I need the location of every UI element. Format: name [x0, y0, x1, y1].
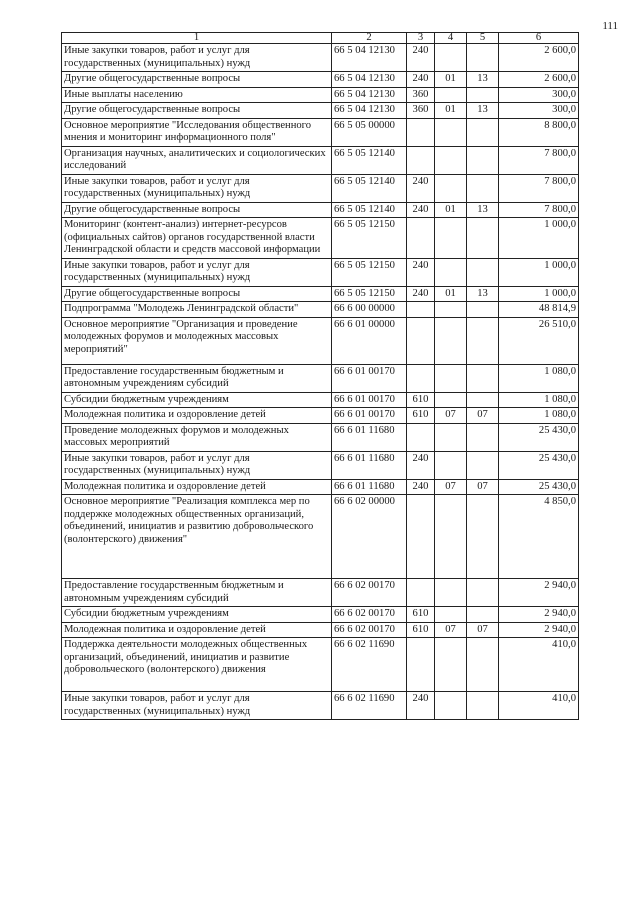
row-name: Другие общегосударственные вопросы	[62, 72, 332, 88]
row-expense-type	[407, 118, 435, 146]
page-number: 111	[602, 20, 618, 32]
row-expense-type: 610	[407, 408, 435, 424]
row-code: 66 6 02 00170	[332, 622, 407, 638]
row-expense-type: 240	[407, 202, 435, 218]
table-row	[62, 451, 579, 479]
row-code: 66 5 05 12150	[332, 258, 407, 286]
header-col-3: 3	[407, 33, 435, 44]
table-row	[62, 72, 579, 88]
row-amount: 26 510,0	[499, 317, 579, 364]
row-subsection	[467, 317, 499, 364]
table-row	[62, 146, 579, 174]
row-subsection	[467, 692, 499, 720]
row-code: 66 5 04 12130	[332, 87, 407, 103]
row-name: Подпрограмма "Молодежь Ленинградской области"	[62, 302, 332, 318]
row-name: Молодежная политика и оздоровление детей	[62, 622, 332, 638]
table-row	[62, 579, 579, 607]
row-amount: 2 940,0	[499, 622, 579, 638]
row-code: 66 5 05 12140	[332, 174, 407, 202]
row-expense-type: 240	[407, 174, 435, 202]
row-amount: 1 080,0	[499, 364, 579, 392]
budget-table	[61, 32, 579, 720]
row-amount: 48 814,9	[499, 302, 579, 318]
row-subsection: 13	[467, 202, 499, 218]
row-section: 07	[435, 479, 467, 495]
row-section	[435, 692, 467, 720]
row-subsection	[467, 579, 499, 607]
row-section: 07	[435, 408, 467, 424]
row-section	[435, 607, 467, 623]
table-row	[62, 44, 579, 72]
row-subsection: 07	[467, 479, 499, 495]
row-amount: 410,0	[499, 692, 579, 720]
row-subsection: 13	[467, 286, 499, 302]
row-name: Иные закупки товаров, работ и услуг для государственных (муниципальных) нужд	[62, 174, 332, 202]
row-subsection: 07	[467, 622, 499, 638]
row-code: 66 5 04 12130	[332, 44, 407, 72]
row-subsection	[467, 364, 499, 392]
row-section	[435, 451, 467, 479]
header-col-4: 4	[435, 33, 467, 44]
row-subsection	[467, 174, 499, 202]
row-expense-type: 240	[407, 692, 435, 720]
table-row	[62, 638, 579, 692]
table-row	[62, 364, 579, 392]
row-name: Молодежная политика и оздоровление детей	[62, 479, 332, 495]
row-code: 66 5 05 12150	[332, 218, 407, 259]
table-row	[62, 423, 579, 451]
row-code: 66 6 02 00170	[332, 579, 407, 607]
table-row	[62, 317, 579, 364]
table-row	[62, 202, 579, 218]
row-name: Поддержка деятельности молодежных общественных организаций, объединений, инициатив и развитие добровольческого (волонтерского) движения	[62, 638, 332, 692]
row-amount: 300,0	[499, 87, 579, 103]
row-amount: 2 600,0	[499, 44, 579, 72]
row-section	[435, 87, 467, 103]
row-subsection	[467, 87, 499, 103]
table-row	[62, 258, 579, 286]
row-section	[435, 423, 467, 451]
row-expense-type	[407, 218, 435, 259]
row-code: 66 6 02 11690	[332, 692, 407, 720]
row-expense-type: 610	[407, 607, 435, 623]
row-amount: 1 080,0	[499, 408, 579, 424]
table-row	[62, 286, 579, 302]
row-amount: 2 940,0	[499, 607, 579, 623]
row-code: 66 5 05 12150	[332, 286, 407, 302]
row-name: Предоставление государственным бюджетным и автономным учреждениям субсидий	[62, 579, 332, 607]
row-name: Другие общегосударственные вопросы	[62, 286, 332, 302]
row-amount: 7 800,0	[499, 202, 579, 218]
row-subsection: 07	[467, 408, 499, 424]
row-name: Предоставление государственным бюджетным и автономным учреждениям субсидий	[62, 364, 332, 392]
row-name: Иные закупки товаров, работ и услуг для государственных (муниципальных) нужд	[62, 44, 332, 72]
row-subsection	[467, 218, 499, 259]
row-code: 66 6 01 11680	[332, 451, 407, 479]
row-expense-type	[407, 495, 435, 579]
table-row	[62, 479, 579, 495]
row-section	[435, 392, 467, 408]
row-section	[435, 638, 467, 692]
row-section	[435, 218, 467, 259]
row-amount: 7 800,0	[499, 174, 579, 202]
row-code: 66 6 01 00170	[332, 392, 407, 408]
row-code: 66 6 02 00000	[332, 495, 407, 579]
header-col-1: 1	[62, 33, 332, 44]
row-subsection	[467, 258, 499, 286]
row-amount: 1 080,0	[499, 392, 579, 408]
row-section: 01	[435, 103, 467, 119]
row-subsection: 13	[467, 103, 499, 119]
header-col-6: 6	[499, 33, 579, 44]
row-section	[435, 44, 467, 72]
row-amount: 25 430,0	[499, 479, 579, 495]
row-code: 66 5 05 12140	[332, 202, 407, 218]
row-expense-type: 240	[407, 479, 435, 495]
row-name: Субсидии бюджетным учреждениям	[62, 607, 332, 623]
row-expense-type	[407, 364, 435, 392]
table-row	[62, 495, 579, 579]
row-amount: 25 430,0	[499, 423, 579, 451]
header-col-2: 2	[332, 33, 407, 44]
row-amount: 25 430,0	[499, 451, 579, 479]
row-name: Мониторинг (контент-анализ) интернет-ресурсов (официальных сайтов) органов государственной власти Ленинградской области и средств массовой информации	[62, 218, 332, 259]
row-amount: 300,0	[499, 103, 579, 119]
row-name: Иные закупки товаров, работ и услуг для государственных (муниципальных) нужд	[62, 451, 332, 479]
row-code: 66 6 01 11680	[332, 423, 407, 451]
row-name: Субсидии бюджетным учреждениям	[62, 392, 332, 408]
row-code: 66 5 05 12140	[332, 146, 407, 174]
table-row	[62, 302, 579, 318]
table-row	[62, 218, 579, 259]
row-subsection	[467, 118, 499, 146]
row-amount: 7 800,0	[499, 146, 579, 174]
row-subsection	[467, 392, 499, 408]
row-expense-type	[407, 579, 435, 607]
table-row	[62, 103, 579, 119]
row-name: Молодежная политика и оздоровление детей	[62, 408, 332, 424]
row-name: Организация научных, аналитических и социологических исследований	[62, 146, 332, 174]
row-name: Основное мероприятие "Исследования общественного мнения и мониторинг информационного поля"	[62, 118, 332, 146]
row-expense-type: 240	[407, 72, 435, 88]
table-row	[62, 622, 579, 638]
row-expense-type: 240	[407, 258, 435, 286]
row-name: Иные закупки товаров, работ и услуг для государственных (муниципальных) нужд	[62, 692, 332, 720]
row-code: 66 5 04 12130	[332, 103, 407, 119]
row-expense-type	[407, 302, 435, 318]
table-row	[62, 692, 579, 720]
row-expense-type: 240	[407, 451, 435, 479]
row-name: Другие общегосударственные вопросы	[62, 202, 332, 218]
row-code: 66 5 05 00000	[332, 118, 407, 146]
row-subsection	[467, 495, 499, 579]
row-expense-type	[407, 146, 435, 174]
row-section: 01	[435, 286, 467, 302]
row-amount: 1 000,0	[499, 286, 579, 302]
row-section	[435, 495, 467, 579]
row-section	[435, 364, 467, 392]
row-code: 66 6 01 00170	[332, 364, 407, 392]
row-name: Основное мероприятие "Реализация комплекса мер по поддержке молодежных общественных организаций, объединений, инициатив и развитию добровольческого (волонтерского) движения"	[62, 495, 332, 579]
row-section	[435, 146, 467, 174]
row-code: 66 6 01 11680	[332, 479, 407, 495]
row-expense-type: 240	[407, 286, 435, 302]
row-amount: 2 600,0	[499, 72, 579, 88]
row-subsection	[467, 638, 499, 692]
row-name: Проведение молодежных форумов и молодежных массовых мероприятий	[62, 423, 332, 451]
row-amount: 1 000,0	[499, 258, 579, 286]
header-col-5: 5	[467, 33, 499, 44]
row-expense-type: 610	[407, 622, 435, 638]
row-subsection	[467, 302, 499, 318]
row-section: 01	[435, 72, 467, 88]
row-section: 07	[435, 622, 467, 638]
table-row	[62, 408, 579, 424]
row-expense-type: 360	[407, 103, 435, 119]
row-code: 66 6 01 00170	[332, 408, 407, 424]
table-row	[62, 174, 579, 202]
row-code: 66 6 00 00000	[332, 302, 407, 318]
row-section	[435, 118, 467, 146]
row-section	[435, 302, 467, 318]
row-expense-type: 360	[407, 87, 435, 103]
row-expense-type: 240	[407, 44, 435, 72]
table-row	[62, 87, 579, 103]
row-amount: 8 800,0	[499, 118, 579, 146]
table-row	[62, 607, 579, 623]
row-code: 66 6 01 00000	[332, 317, 407, 364]
row-name: Иные закупки товаров, работ и услуг для государственных (муниципальных) нужд	[62, 258, 332, 286]
header-row	[62, 33, 579, 44]
row-amount: 2 940,0	[499, 579, 579, 607]
row-amount: 410,0	[499, 638, 579, 692]
row-subsection: 13	[467, 72, 499, 88]
row-subsection	[467, 146, 499, 174]
row-section: 01	[435, 202, 467, 218]
table-row	[62, 392, 579, 408]
row-name: Иные выплаты населению	[62, 87, 332, 103]
row-section	[435, 317, 467, 364]
row-code: 66 6 02 00170	[332, 607, 407, 623]
row-code: 66 5 04 12130	[332, 72, 407, 88]
row-subsection	[467, 44, 499, 72]
row-subsection	[467, 451, 499, 479]
row-amount: 4 850,0	[499, 495, 579, 579]
row-expense-type	[407, 638, 435, 692]
row-expense-type: 610	[407, 392, 435, 408]
row-section	[435, 258, 467, 286]
row-amount: 1 000,0	[499, 218, 579, 259]
row-expense-type	[407, 423, 435, 451]
row-subsection	[467, 423, 499, 451]
row-expense-type	[407, 317, 435, 364]
row-subsection	[467, 607, 499, 623]
row-name: Основное мероприятие "Организация и проведение молодежных форумов и молодежных массовых мероприятий"	[62, 317, 332, 364]
table-row	[62, 118, 579, 146]
row-section	[435, 579, 467, 607]
row-code: 66 6 02 11690	[332, 638, 407, 692]
row-section	[435, 174, 467, 202]
row-name: Другие общегосударственные вопросы	[62, 103, 332, 119]
